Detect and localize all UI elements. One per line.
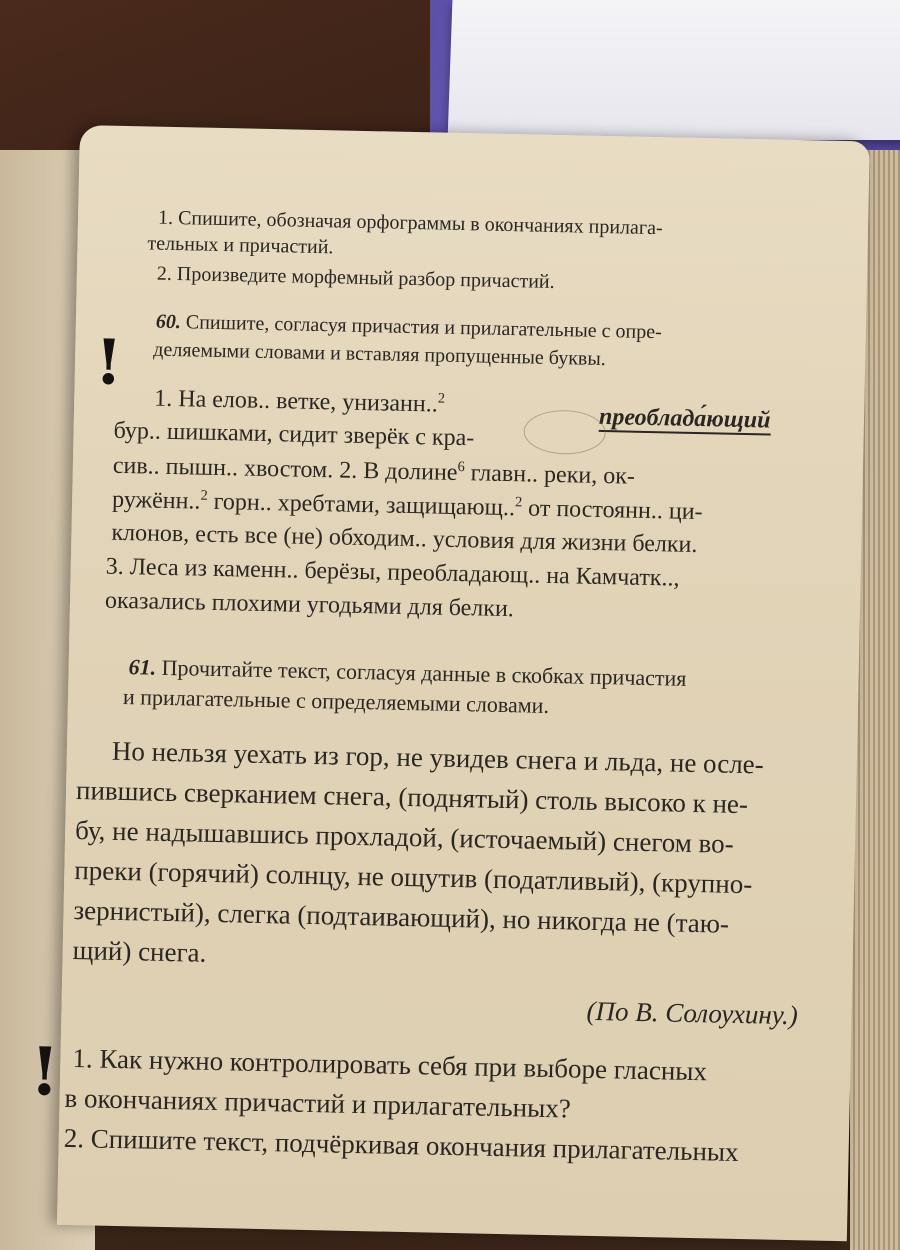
book-page: [29, 125, 870, 1241]
ex61-body-line-2: пившись сверканием снега, (поднятый) столь высоко к не-: [75, 775, 749, 820]
ex60-line-4-text: ружённ..: [111, 486, 201, 515]
task-1-line-b: тельных и причастий.: [147, 232, 334, 259]
ex61-instruction-b: и прилагательные с определяемыми словами.: [122, 684, 550, 718]
ex61-number: 61.: [128, 654, 157, 680]
ex60-line-1-text: 1. На елов.. ветке, унизанн..: [154, 385, 438, 418]
ex61-attribution: (По В. Солоухину.): [586, 995, 799, 1031]
question-1-line-a: 1. Как нужно контролировать себя при выборе гласных: [72, 1043, 708, 1087]
ex60-number: 60.: [155, 310, 182, 334]
ex60-line-3-tail: главн.. реки, ок-: [470, 460, 636, 490]
exclamation-icon: !: [94, 325, 124, 399]
ex61-body-line-6: щий) снега.: [72, 935, 207, 968]
exclamation-icon: !: [29, 1032, 60, 1111]
ex60-superscript: 6: [457, 458, 465, 476]
ex60-line-6: 3. Леса из каменн.. берёзы, преобладающ.. на Камчатк..,: [105, 553, 680, 592]
ex61-instruction-a-text: Прочитайте текст, согласуя данные в скобках причастия: [161, 654, 687, 691]
ex60-superscript: 2: [200, 487, 208, 504]
ex61-body-line-3: бу, не надышавшись прохладой, (источаемый) снегом во-: [74, 815, 734, 859]
ex60-superscript: 2: [437, 390, 446, 407]
ex61-body-line-4: преки (горячий) солнцу, не ощутив (податливый), (крупно-: [74, 855, 753, 900]
task-2-line: 2. Произведите морфемный разбор причастий.: [156, 262, 555, 293]
ex60-line-7: оказались плохими угодьями для белки.: [104, 587, 515, 623]
ex60-margin-word: преоблада́ющий: [598, 403, 771, 434]
ex60-line-4-tail: от постоянн.. ци-: [527, 495, 703, 526]
ex61-body-line-5: зернистый), слегка (подтаивающий), но никогда не (таю-: [73, 895, 730, 939]
ex60-instruction-a-text: Спишите, согласуя причастия и прилагательные с опре-: [185, 311, 662, 344]
ex60-line-4: [112, 486, 703, 526]
question-1-line-b: в окончаниях причастий и прилагательных?: [64, 1082, 572, 1124]
ex60-line-2: бур.. шишками, сидит зверёк с кра-: [113, 417, 475, 452]
ex60-superscript: 2: [514, 494, 523, 511]
pencil-circle-mark: [523, 409, 606, 455]
ex60-margin-note: [599, 404, 771, 435]
question-2-line: 2. Спишите текст, подчёркивая окончания прилагательных: [63, 1122, 739, 1168]
ex61-body-line-1: Но нельзя уехать из гор, не увидев снега и льда, не осле-: [111, 735, 765, 780]
task-1-line-a: 1. Спишите, обозначая орфограммы в окончаниях прилага-: [157, 206, 663, 240]
ex60-line-3: [113, 452, 636, 491]
ex60-line-1: [154, 385, 445, 419]
ex60-line-4-mid: горн.. хребтами, защищающ..: [213, 488, 516, 522]
ex60-instruction-b: деляемыми словами и вставляя пропущенные буквы.: [153, 338, 607, 371]
ex60-line-5: клонов, есть все (не) обходим.. условия для жизни белки.: [111, 519, 698, 559]
ex60-line-3-text: сив.. пышн.. хвостом. 2. В долине: [112, 452, 458, 486]
background-paper-stack: [448, 0, 900, 140]
ex60-instruction-a: [156, 311, 662, 345]
